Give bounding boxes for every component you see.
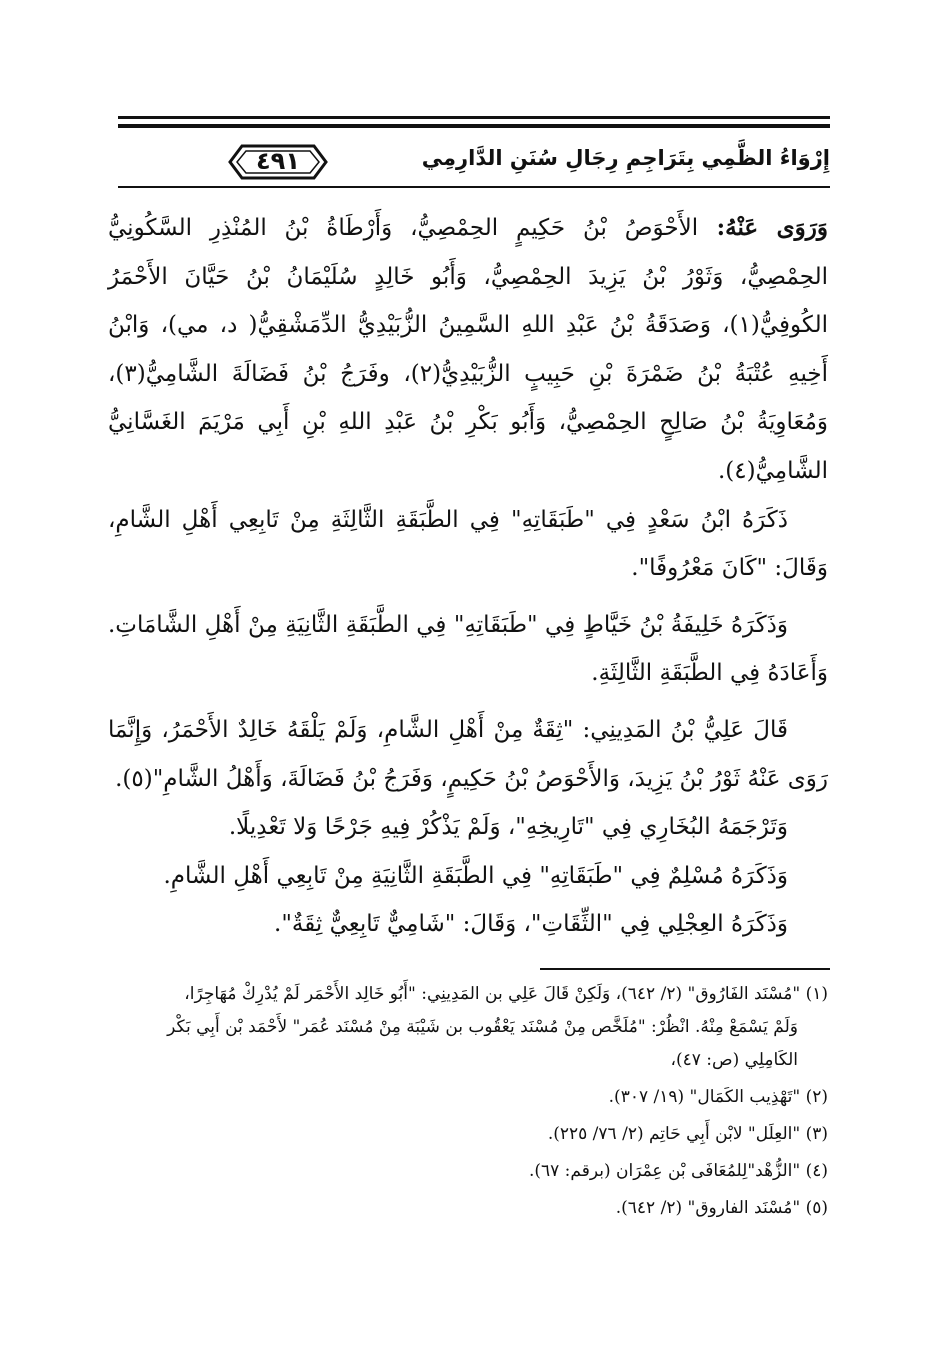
header-underline xyxy=(118,186,830,188)
footnote-text: "الزُّهْد"لِلمُعَافَى بْن عِمْرَان (برقم: ٦٧). xyxy=(528,1161,801,1181)
footnote-4 xyxy=(108,1155,828,1188)
paragraph-bukhari: وَتَرْجَمَهُ البُخَارِي فِي "تَارِيخِهِ"، وَلَمْ يَذْكُرْ فِيهِ جَرْحًا وَلا تَعْدِيلًا. xyxy=(228,814,788,841)
footnote-number: (١) xyxy=(805,984,828,1004)
footnote-1 xyxy=(108,978,828,1011)
paragraph-lead: وَرَوَى عَنْهُ: xyxy=(698,214,828,241)
footnote-number: (٤) xyxy=(805,1161,828,1181)
paragraph-ibn-saad: ذَكَرَهُ ابْنُ سَعْدٍ فِي "طَبَقَاتِهِ" فِي الطَّبَقَةِ الثَّالِثَةِ مِنْ تَابِعِي أَهْلِ الشَّامِ، وَقَالَ: "كَانَ مَعْرُوفًا". xyxy=(108,506,828,582)
page-number-badge xyxy=(228,140,328,184)
paragraph-muslim: وَذَكَرَهُ مُسْلِمٌ فِي "طَبَقَاتِهِ" فِي الطَّبَقَةِ الثَّانِيَةِ مِنْ تَابِعِي أَهْلِ الشَّامِ. xyxy=(163,862,788,889)
paragraph-ijli: وَذَكَرَهُ العِجْلِي فِي "الثِّقَاتِ"، وَقَالَ: "شَامِيٌّ تَابِعِيٌّ ثِقَةٌ". xyxy=(274,911,788,938)
paragraph-text: الأَحْوَصُ بْنُ حَكِيمٍ الحِمْصِيُّ، وَأَرْطَاةُ بْنُ المُنْذِرِ السَّكُونِيُّ الحِمْصِيُّ، وَثَوْرُ بْنُ يَزِيدَ الحِمْصِيُّ، وَأَبُو خَالِدٍ سُلَيْمَانُ بْنُ حَيَّانَ الأَحْمَرُ الكُوفِيُّ(١)، وَصَدَقَةُ بْنُ عَبْدِ اللهِ السَّمِينُ الزُّبَيْدِيُّ الدِّمَشْقِيُّ( د، مي)، وَابْنُ أَخِيهِ عُتْبَةُ بْنُ ضَمْرَةَ بْنِ حَبِيبٍ الزُّبَيْدِيُّ(٢)، وفَرَجُ بْنُ فَضَالَةَ الشَّامِيُّ(٣)، وَمُعَاوِيَةُ بْنُ صَالِحٍ الحِمْصِيُّ، وَأَبُو بَكْرِ بْنُ عَبْدِ اللهِ بْنِ أَبِي مَرْيَمَ الغَسَّانِيُّ الشَّامِيُّ(٤). xyxy=(108,215,828,484)
footnote-5 xyxy=(108,1192,828,1225)
footnote-2 xyxy=(108,1081,828,1114)
footnotes xyxy=(108,978,828,1225)
footnote-1-continuation-2: الكَامِلِي (ص: ٤٧)، xyxy=(670,1050,798,1070)
paragraph-khalifa: وَذَكَرَهُ خَلِيفَةُ بْنُ خَيَّاطٍ فِي "طَبَقَاتِهِ" فِي الطَّبَقَةِ الثَّانِيَةِ مِنْ أَهْلِ الشَّامَاتِ. وَأَعَادَهُ فِي الطَّبَقَةِ الثَّالِثَةِ. xyxy=(108,611,828,687)
footnote-number: (٢) xyxy=(805,1087,828,1107)
paragraph-narrators xyxy=(108,204,828,496)
footnote-text: "مُسْنَد الفَارُوق" (٢/ ٦٤٢)، وَلَكِنْ قَالَ عَلِي بن المَدِينِي: "أَبُو خَالِد الأَحْمَر لَمْ يُدْرِكْ مُهَاجِرًا، xyxy=(184,984,801,1004)
footnote-text: "تَهْذِيب الكَمَال" (١٩/ ٣٠٧). xyxy=(608,1087,801,1107)
header-rule-bottom xyxy=(118,124,830,128)
page-number: ٤٩١ xyxy=(256,147,300,175)
footnote-text: "مُسْنَد الفاروق" (٢/ ٦٤٢). xyxy=(615,1198,801,1218)
page-header xyxy=(118,140,830,184)
main-text xyxy=(108,204,828,949)
footnote-number: (٥) xyxy=(805,1198,828,1218)
footnote-text: "العِلَل" لابْن أَبِي حَاتِم (٢/ ٧٦/ ٢٢٥). xyxy=(547,1124,801,1144)
running-title: إِرْوَاءُ الظَّمِي بِتَرَاجِمِ رِجَالِ سُنَنِ الدَّارِمِي xyxy=(421,146,830,170)
footnote-number: (٣) xyxy=(805,1124,828,1144)
header-rule-top xyxy=(118,116,830,119)
footnote-separator xyxy=(540,968,830,970)
paragraph-ibn-madini: قَالَ عَلِيُّ بْنُ المَدِينِي: "ثِقَةٌ مِنْ أَهْلِ الشَّامِ، وَلَمْ يَلْقَهُ خَالِدٌ الأَحْمَرُ، وَإِنَّمَا رَوَى عَنْهُ ثَوْرُ بْنُ يَزِيدَ، وَالأَحْوَصُ بْنُ حَكِيمٍ، وَفَرَجُ بْنُ فَضَالَةَ، وَأَهْلُ الشَّامِ"(٥). xyxy=(108,716,828,792)
footnote-3 xyxy=(108,1118,828,1151)
footnote-1-continuation: وَلَمْ يَسْمَعْ مِنْهُ. انْظُرْ: "مُلَخَّص مِنْ مُسْنَد يَعْقُوب بن شَيْبَة مِنْ مُسْنَد عُمَر" لأَحْمَد بْن أَبِي بَكْر xyxy=(167,1017,798,1037)
